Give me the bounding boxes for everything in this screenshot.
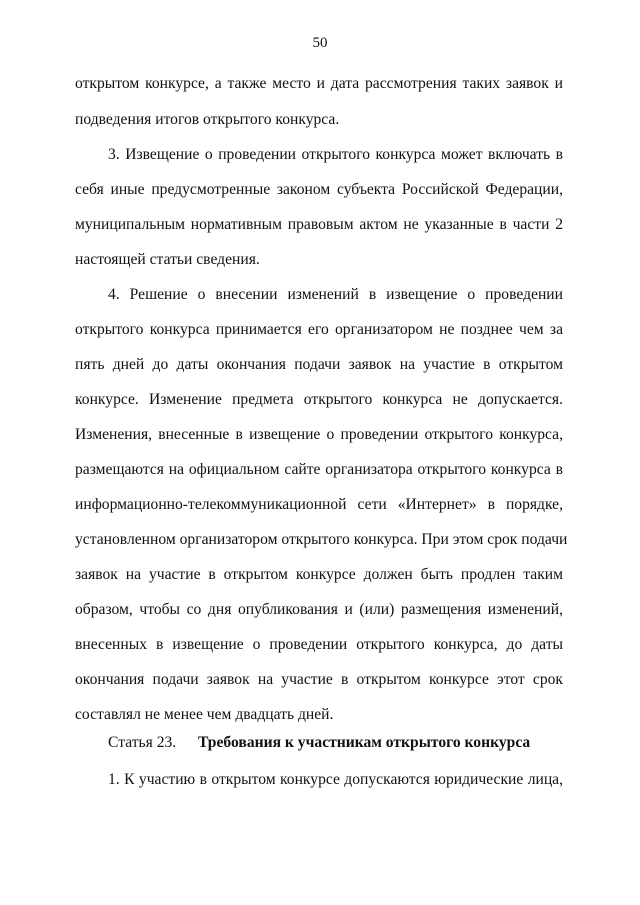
text-line: подведения итогов открытого конкурса.: [75, 111, 340, 128]
text-line: себя иные предусмотренные законом субъекта Российской Федерации,: [75, 181, 563, 198]
article-label: Статья 23.: [108, 734, 177, 751]
paragraph-4-first-line: 4. Решение о внесении изменений в извещение о проведении: [108, 286, 563, 303]
text-line: настоящей статьи сведения.: [75, 251, 260, 268]
paragraph-1-first-line: 1. К участию в открытом конкурсе допускаются юридические лица,: [108, 771, 563, 788]
text-line: пять дней до даты окончания подачи заявок на участие в открытом: [75, 356, 563, 373]
article-title: Требования к участникам открытого конкурса: [198, 734, 531, 751]
text-line: конкурсе. Изменение предмета открытого конкурса не допускается.: [75, 391, 563, 408]
text-line: муниципальным нормативным правовым актом не указанные в части 2: [75, 216, 563, 233]
text-line: внесенных в извещение о проведении открытого конкурса, до даты: [75, 636, 563, 653]
text-line: информационно-телекоммуникационной сети «Интернет» в порядке,: [75, 496, 563, 513]
text-line: установленном организатором открытого конкурса. При этом срок подачи: [75, 531, 568, 548]
text-line: окончания подачи заявок на участие в открытом конкурсе этот срок: [75, 671, 563, 688]
text-line: открытого конкурса принимается его организатором не позднее чем за: [75, 321, 563, 338]
text-line: заявок на участие в открытом конкурсе должен быть продлен таким: [75, 566, 563, 583]
paragraph-3-first-line: 3. Извещение о проведении открытого конкурса может включать в: [108, 146, 563, 163]
page-number: 50: [312, 35, 328, 51]
article-heading: [108, 733, 530, 753]
text-line: открытом конкурсе, а также место и дата рассмотрения таких заявок и: [75, 75, 563, 92]
text-line: размещаются на официальном сайте организатора открытого конкурса в: [75, 461, 563, 478]
text-line: образом, чтобы со дня опубликования и (или) размещения изменений,: [75, 601, 563, 618]
text-line: Изменения, внесенные в извещение о проведении открытого конкурса,: [75, 426, 563, 443]
text-line: составлял не менее чем двадцать дней.: [75, 706, 334, 723]
